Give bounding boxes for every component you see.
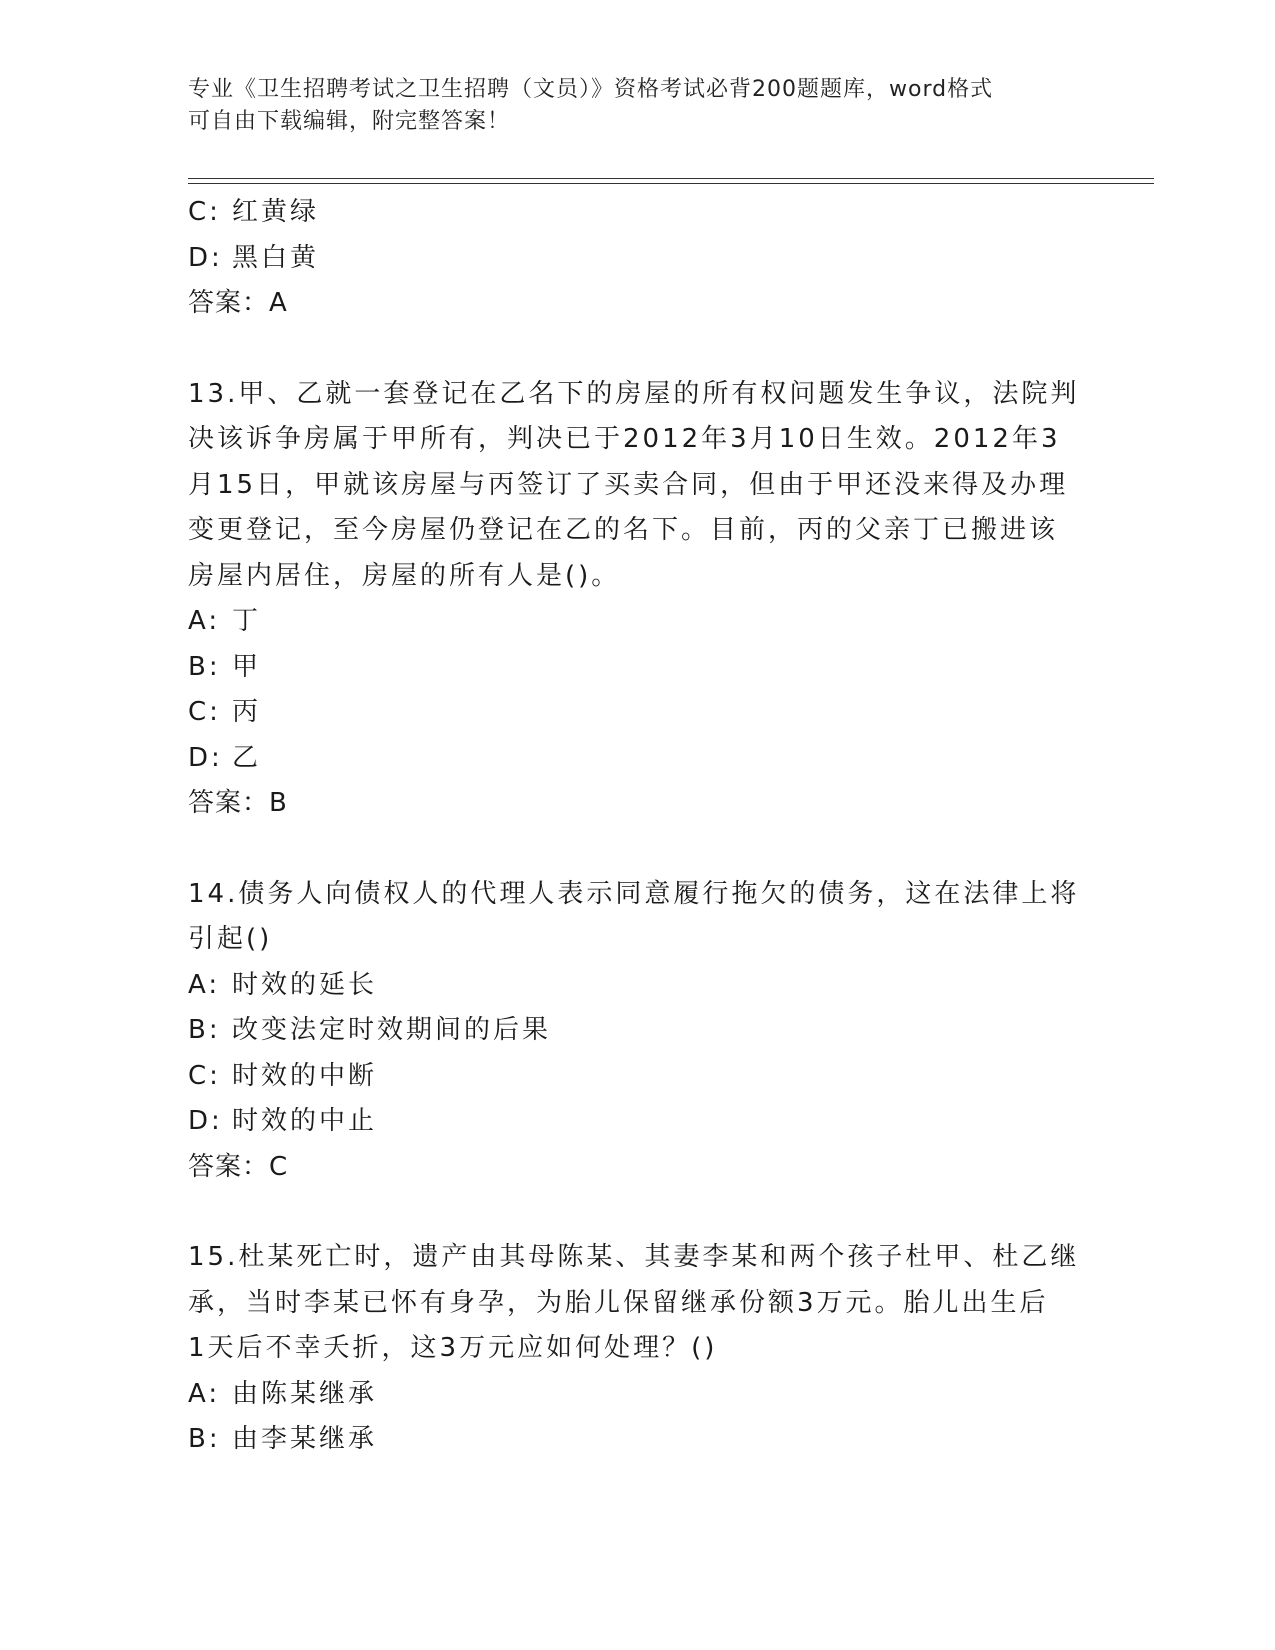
question-13: [188, 372, 1088, 827]
option-text: 乙: [232, 742, 262, 773]
option-b: [188, 1417, 1088, 1463]
question-14: [188, 872, 1088, 1191]
header-line-2: 可自由下载编辑，附完整答案！: [188, 109, 511, 134]
option-d: [188, 1099, 1088, 1145]
stem-line: 承，当时李某已怀有身孕，为胎儿保留继承份额3万元。胎儿出生后: [188, 1287, 1049, 1318]
answer-line: 答案：B: [188, 788, 288, 818]
option-text: 由李某继承: [232, 1424, 378, 1454]
spacer: [188, 827, 1088, 872]
option-text: 时效的延长: [232, 969, 378, 1000]
option-text: 丙: [232, 697, 262, 727]
option-c: [188, 690, 1088, 736]
option-b: [188, 1008, 1088, 1054]
option-a: [188, 599, 1088, 645]
question-stem: [188, 872, 1088, 963]
option-c: [188, 190, 1088, 236]
option-key: A:: [188, 969, 221, 1000]
option-text: 红黄绿: [232, 197, 320, 227]
option-d: [188, 236, 1088, 282]
option-key: C:: [188, 197, 221, 227]
option-text: 丁: [232, 606, 262, 636]
stem-line: 月15日，甲就该房屋与丙签订了买卖合同，但由于甲还没来得及办理: [188, 469, 1069, 500]
option-key: D:: [188, 1106, 223, 1136]
document-header: [188, 74, 1088, 138]
option-text: 由陈某继承: [232, 1378, 378, 1409]
option-text: 甲: [232, 651, 262, 682]
stem-line: 房屋内居住，房屋的所有人是()。: [188, 560, 621, 591]
question-15: [188, 1235, 1088, 1463]
option-a: [188, 963, 1088, 1009]
option-d: [188, 736, 1088, 782]
option-key: A:: [188, 606, 221, 636]
answer-line: 答案：C: [188, 1151, 289, 1182]
question-stem: [188, 1235, 1088, 1372]
stem-line: 1天后不幸夭折，这3万元应如何处理？(): [188, 1333, 718, 1363]
stem-line: 引起(): [188, 924, 273, 954]
option-c: [188, 1054, 1088, 1100]
spacer: [188, 1190, 1088, 1235]
option-a: [188, 1372, 1088, 1418]
option-key: C:: [188, 697, 221, 727]
option-text: 时效的中止: [232, 1106, 378, 1136]
spacer: [188, 327, 1088, 372]
option-text: 时效的中断: [232, 1060, 378, 1091]
question-12-tail: [188, 190, 1088, 327]
option-key: B:: [188, 651, 221, 682]
option-text: 改变法定时效期间的后果: [232, 1015, 552, 1045]
document-body: [188, 190, 1088, 1463]
stem-line: 13.甲、乙就一套登记在乙名下的房屋的所有权问题发生争议，法院判: [188, 378, 1080, 409]
header-line-1: 专业《卫生招聘考试之卫生招聘（文员）》资格考试必背200题题库，word格式: [188, 77, 994, 102]
option-key: B:: [188, 1015, 221, 1045]
option-key: A:: [188, 1378, 221, 1409]
answer-line: 答案：A: [188, 288, 288, 318]
option-text: 黑白黄: [232, 242, 320, 273]
stem-line: 14.债务人向债权人的代理人表示同意履行拖欠的债务，这在法律上将: [188, 878, 1080, 909]
option-key: C:: [188, 1060, 221, 1091]
option-key: D:: [188, 242, 223, 273]
option-key: D:: [188, 742, 223, 773]
header-divider-bottom: [188, 183, 1154, 184]
option-key: B:: [188, 1424, 221, 1454]
stem-line: 15.杜某死亡时，遗产由其母陈某、其妻李某和两个孩子杜甲、杜乙继: [188, 1242, 1080, 1272]
stem-line: 变更登记，至今房屋仍登记在乙的名下。目前，丙的父亲丁已搬进该: [188, 515, 1059, 545]
stem-line: 决该诉争房属于甲所有，判决已于2012年3月10日生效。2012年3: [188, 424, 1061, 454]
question-stem: [188, 372, 1088, 600]
option-b: [188, 645, 1088, 691]
header-divider-top: [188, 178, 1154, 179]
